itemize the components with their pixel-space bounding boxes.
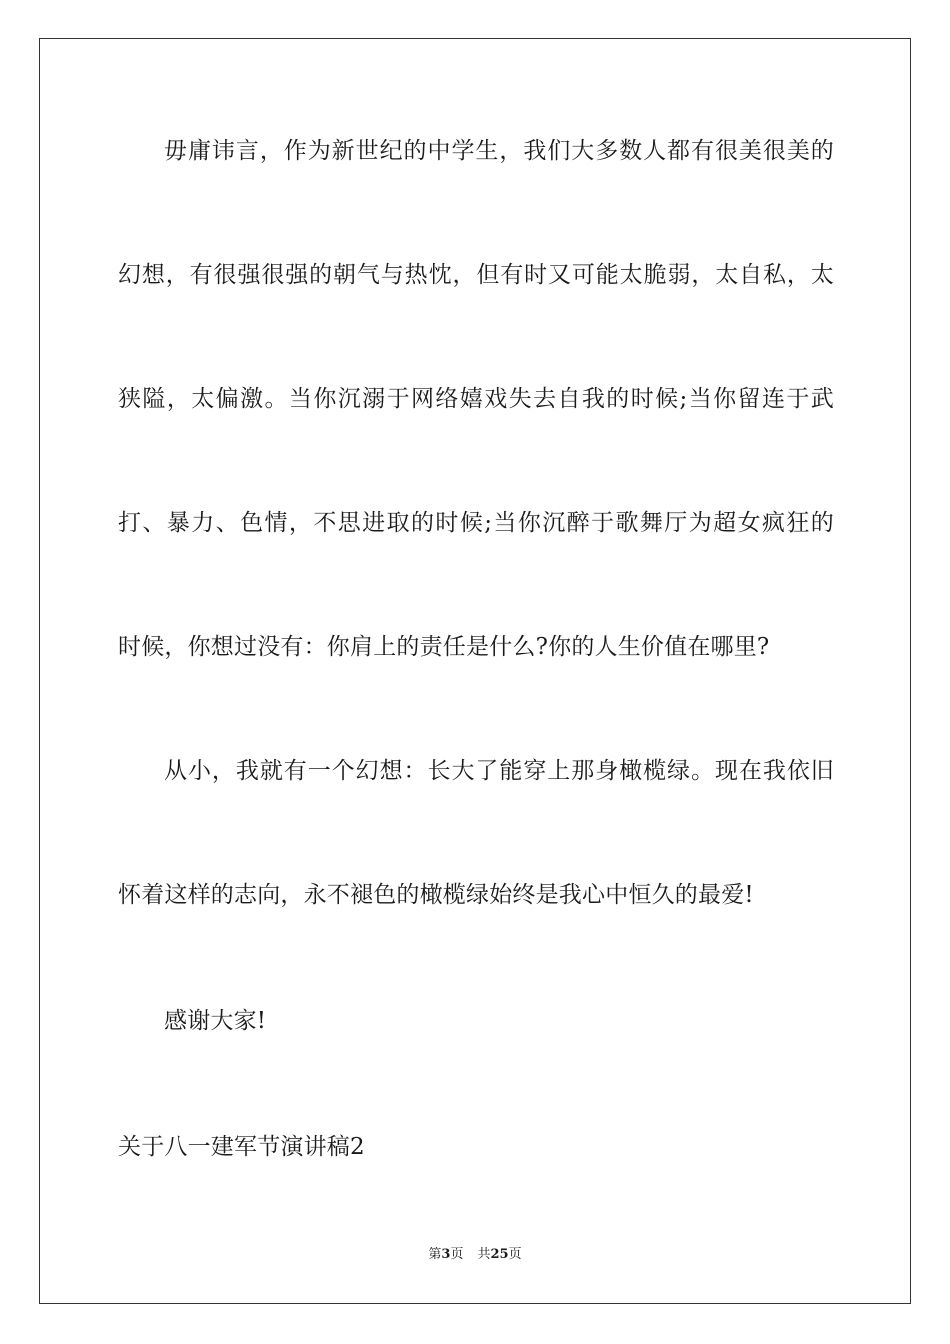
paragraph-line-3: 狭隘，太偏激。当你沉溺于网络嬉戏失去自我的时候;当你留连于武 — [118, 386, 834, 412]
paragraph-line-5: 时候，你想过没有：你肩上的责任是什么?你的人生价值在哪里? — [118, 634, 770, 660]
footer-page-number: 3 — [441, 1247, 451, 1262]
paragraph-line-7: 怀着这样的志向，永不褪色的橄榄绿始终是我心中恒久的最爱! — [118, 882, 754, 908]
paragraph-line-6: 从小，我就有一个幻想：长大了能穿上那身橄榄绿。现在我依旧 — [164, 758, 834, 784]
paragraph-line-4: 打、暴力、色情，不思进取的时候;当你沉醉于歌舞厅为超女疯狂的 — [118, 510, 834, 536]
footer-total-prefix: 共 — [477, 1247, 491, 1262]
footer-total-pages: 25 — [490, 1247, 509, 1262]
footer-total-suffix: 页 — [508, 1247, 522, 1262]
section-heading: 关于八一建军节演讲稿2 — [118, 1134, 365, 1160]
footer-page-prefix: 第 — [428, 1247, 442, 1262]
footer-page-suffix: 页 — [450, 1247, 464, 1262]
paragraph-line-2: 幻想，有很强很强的朝气与热忱，但有时又可能太脆弱，太自私，太 — [118, 262, 834, 288]
paragraph-line-1: 毋庸讳言，作为新世纪的中学生，我们大多数人都有很美很美的 — [164, 138, 834, 164]
page-footer — [0, 1246, 950, 1264]
closing-line: 感谢大家! — [164, 1008, 267, 1034]
page-border — [39, 38, 911, 1304]
